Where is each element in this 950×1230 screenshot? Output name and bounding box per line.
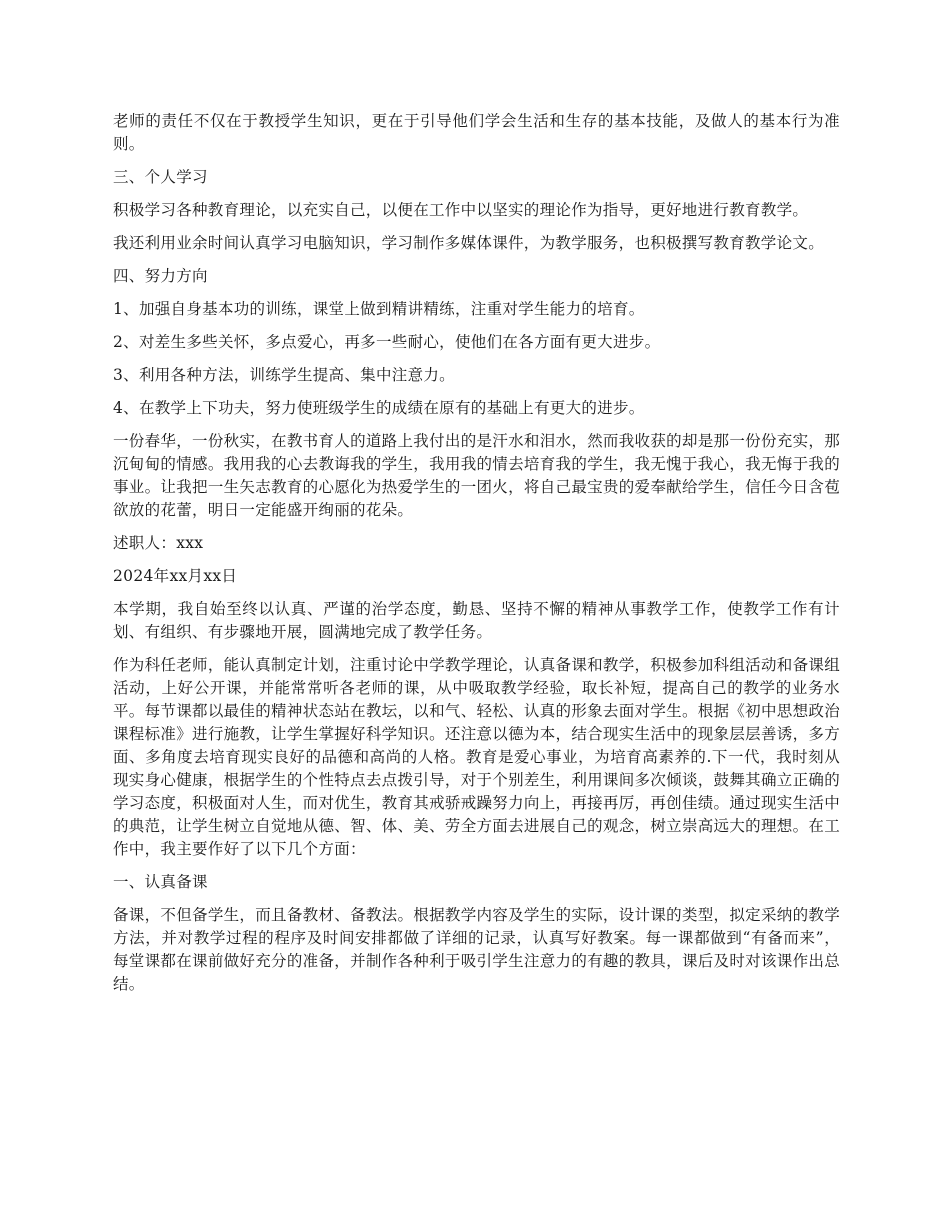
- date-line: 2024年xx月xx日: [113, 567, 238, 585]
- list-item-3: 3、利用各种方法，训练学生提高、集中注意力。: [113, 366, 455, 384]
- list-item-4: 4、在教学上下功夫，努力使班级学生的成绩在原有的基础上有更大的进步。: [113, 399, 645, 417]
- list-item-1: 1、加强自身基本功的训练，课堂上做到精讲精练，注重对学生能力的培育。: [113, 300, 645, 318]
- paragraph-prepare-lessons: 备课，不但备学生，而且备教材、备教法。根据教学内容及学生的实际，设计课的类型，拟定采纳的教学方法，并对教学过程的程序及时间安排都做了详细的记录，认真写好教案。每一课都做到“有备而来”，每堂课都在课前做好充分的准备，并制作各种利于吸引学生注意力的有趣的教具，课后及时对该课作出总结。: [113, 906, 840, 993]
- paragraph-semester-summary: 本学期，我自始至终以认真、严谨的治学态度，勤恳、坚持不懈的精神从事教学工作，使教学工作有计划、有组织、有步骤地开展，圆满地完成了教学任务。: [113, 600, 840, 641]
- paragraph-teacher-duty: 老师的责任不仅在于教授学生知识，更在于引导他们学会生活和生存的基本技能，及做人的基本行为准则。: [113, 112, 840, 153]
- signature-line: 述职人：xxx: [113, 534, 204, 552]
- paragraph-study-computer: 我还利用业余时间认真学习电脑知识，学习制作多媒体课件，为教学服务，也积极撰写教育教学论文。: [113, 234, 825, 252]
- list-item-2: 2、对差生多些关怀，多点爱心，再多一些耐心，使他们在各方面有更大进步。: [113, 333, 661, 351]
- heading-personal-study: 三、个人学习: [113, 168, 208, 186]
- paragraph-study-theory: 积极学习各种教育理论，以充实自己，以便在工作中以坚实的理论作为指导，更好地进行教育教学。: [113, 201, 809, 219]
- paragraph-conclusion: 一份春华，一份秋实，在教书育人的道路上我付出的是汗水和泪水，然而我收获的却是那一份份充实，那沉甸甸的情感。我用我的心去教诲我的学生，我用我的情去培育我的学生，我无愧于我心，我无悔于我的事业。让我把一生矢志教育的心愿化为热爱学生的一团火，将自己最宝贵的爱奉献给学生，信任今日含苞欲放的花蕾，明日一定能盛开绚丽的花朵。: [113, 432, 840, 519]
- paragraph-teaching-work: 作为科任老师，能认真制定计划，注重讨论中学教学理论，认真备课和教学，积极参加科组活动和备课组活动，上好公开课，并能常常听各老师的课，从中吸取教学经验，取长补短，提高自己的教学的业务水平。每节课都以最佳的精神状态站在教坛，以和气、轻松、认真的形象去面对学生。根据《初中思想政治课程标准》进行施教，让学生掌握好科学知识。还注意以德为本，结合现实生活中的现象层层善诱，多方面、多角度去培育现实良好的品德和高尚的人格。教育是爱心事业，为培育高素养的.下一代，我时刻从现实身心健康，根据学生的个性特点去点拨引导，对于个别差生，利用课间多次倾谈，鼓舞其确立正确的学习态度，积极面对人生，而对优生，教育其戒骄戒躁努力向上，再接再厉，再创佳绩。通过现实生活中的典范，让学生树立自觉地从德、智、体、美、劳全方面去进展自己的观念，树立崇高远大的理想。在工作中，我主要作好了以下几个方面：: [113, 656, 840, 858]
- heading-prepare-lessons: 一、认真备课: [113, 873, 208, 891]
- document-page: [113, 110, 840, 1006]
- heading-effort-direction: 四、努力方向: [113, 267, 208, 285]
